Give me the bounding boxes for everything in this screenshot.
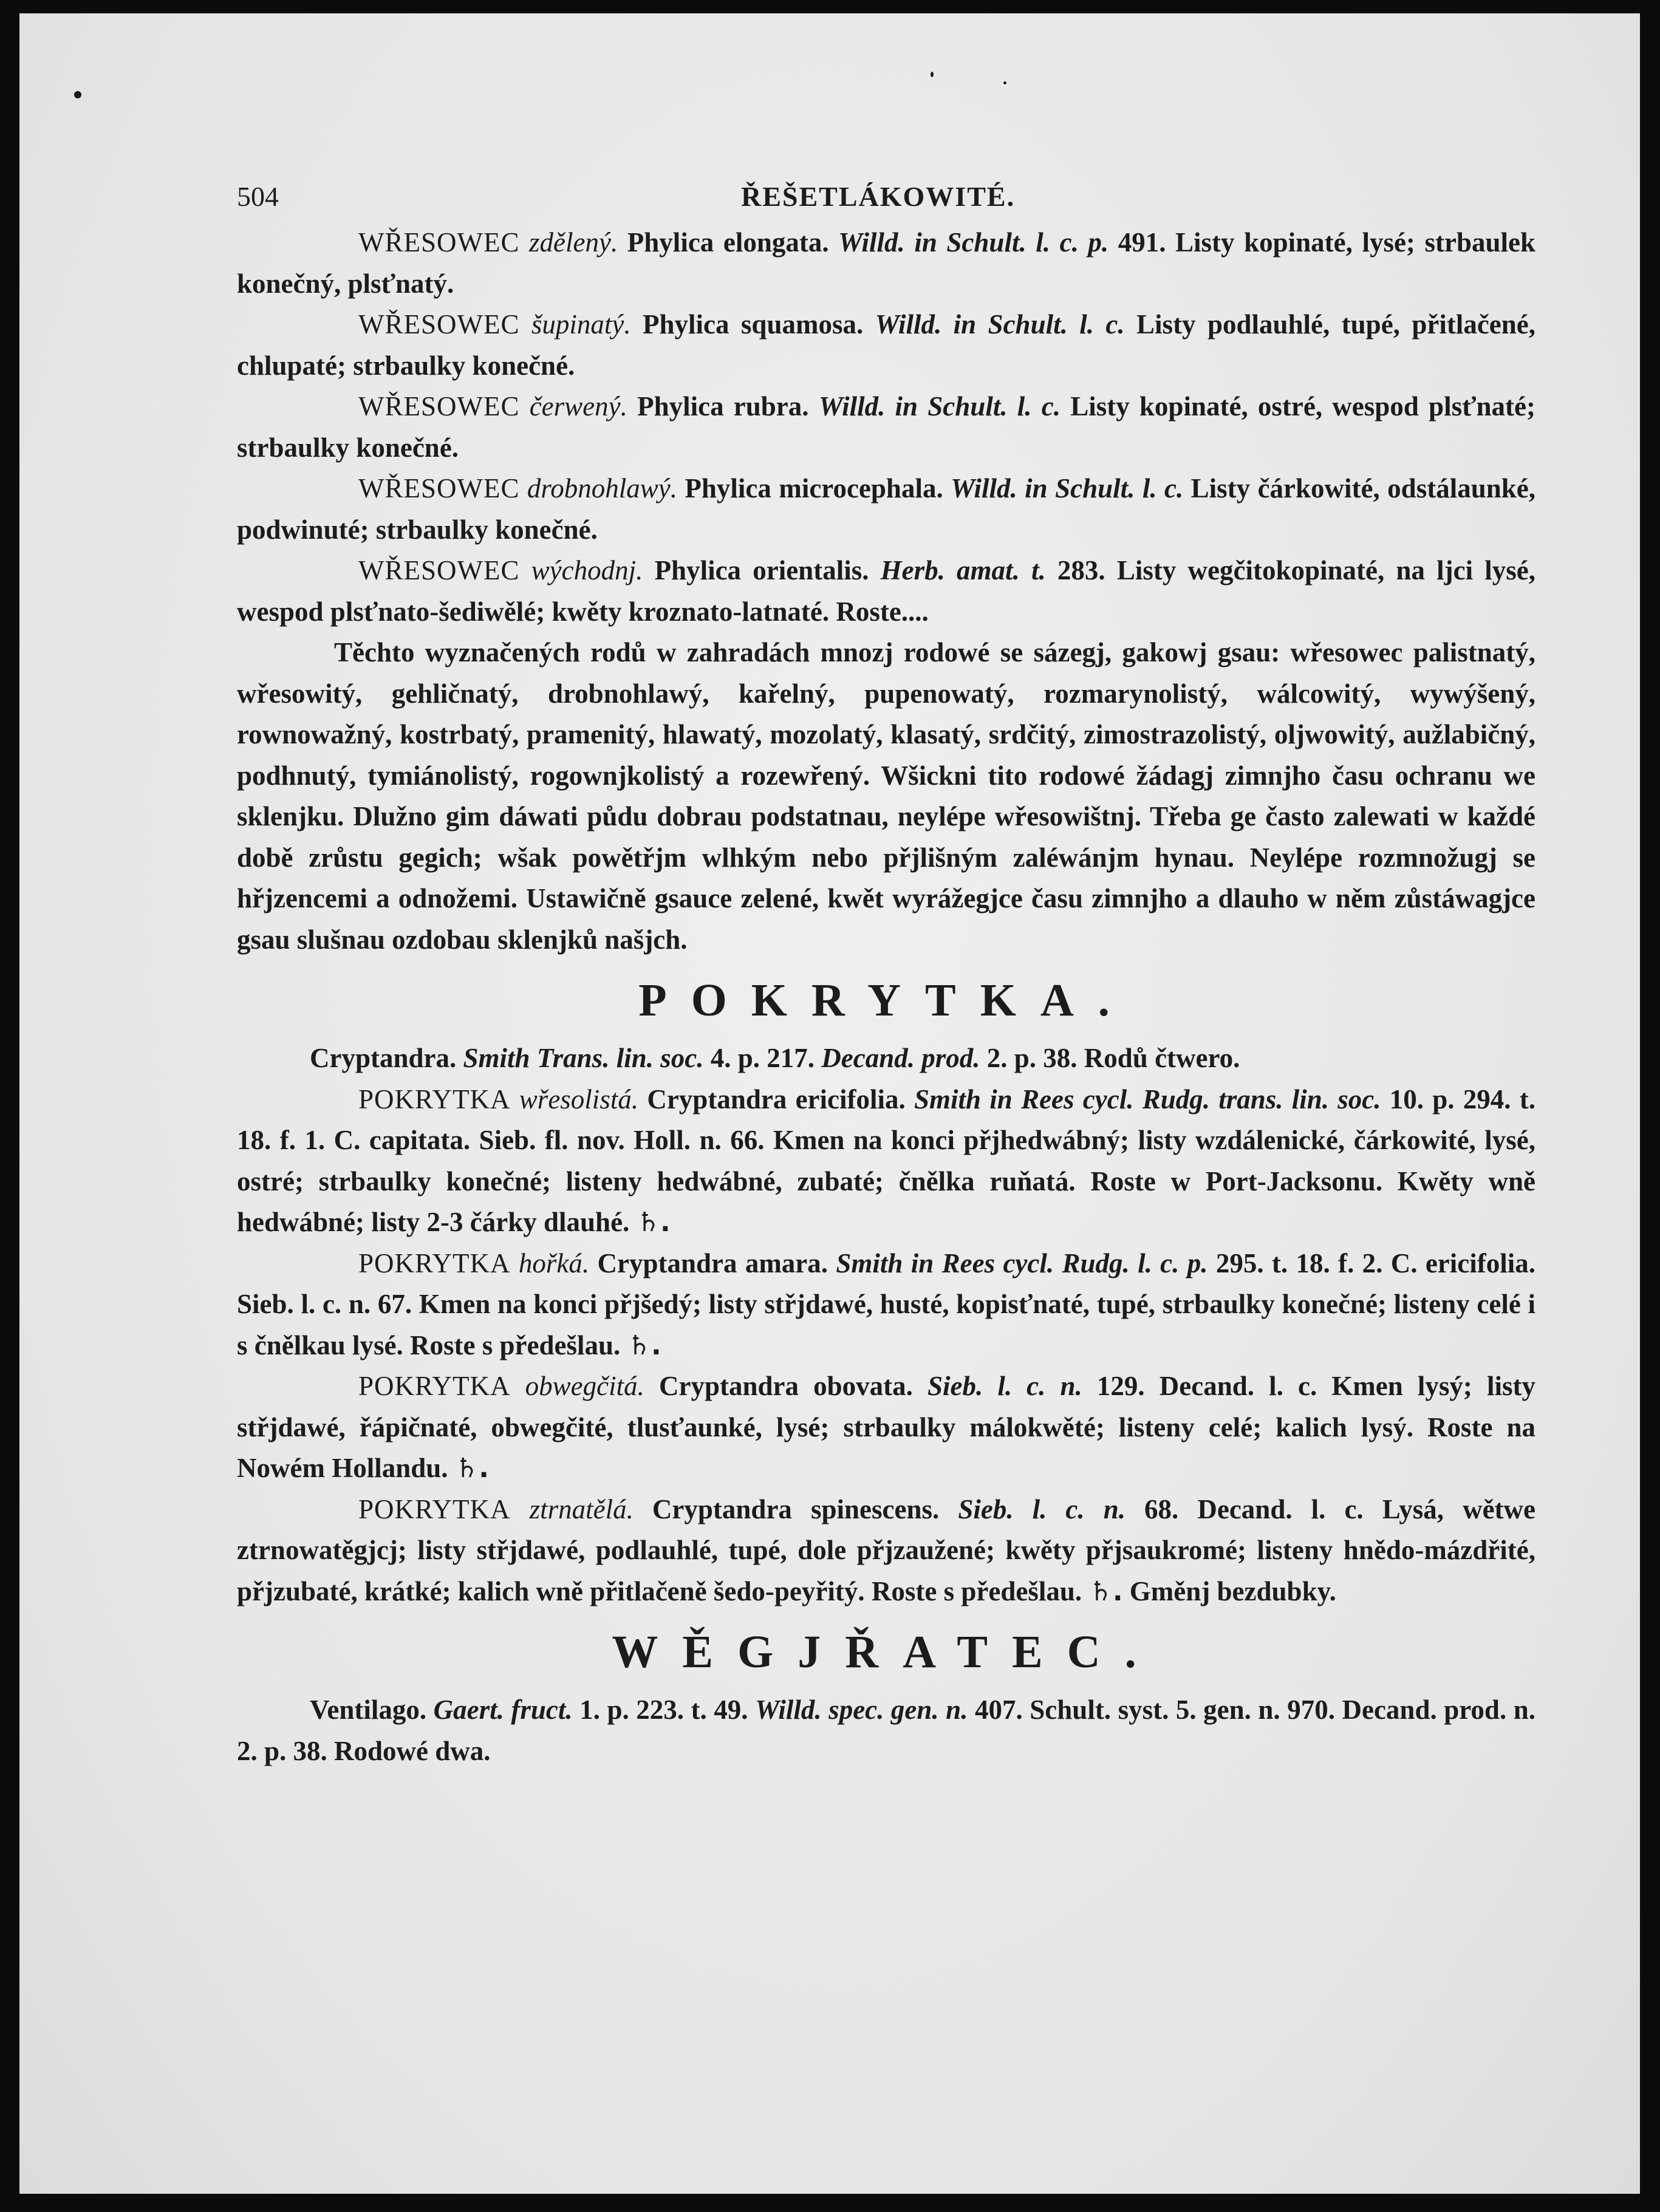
- citation: Willd. in Schult. l. c. p.: [838, 227, 1109, 258]
- latin-genus: Cryptandra.: [310, 1043, 463, 1073]
- genus-name: WŘESOWEC: [358, 227, 520, 258]
- description: Listy kopinaté, ostré, wespod plsťnaté; strbaulky konečné.: [237, 391, 1536, 463]
- ink-speck: [931, 72, 934, 77]
- genus-name: POKRYTKA: [358, 1493, 511, 1524]
- genus-name: WŘESOWEC: [358, 391, 520, 422]
- description-tail: Gměnj bezdubky.: [1122, 1575, 1336, 1606]
- genus-name: POKRYTKA: [358, 1371, 511, 1401]
- entry-phylica-microcephala: [237, 468, 1535, 550]
- citation: Sieb. l. c. n.: [927, 1371, 1082, 1401]
- description: Listy čárkowité, odstálaunké, podwinuté; strbaulky konečné.: [237, 473, 1535, 545]
- running-head: [237, 176, 1535, 220]
- entry-phylica-squamosa: [237, 304, 1535, 386]
- book-page: [19, 13, 1640, 2194]
- section-title-wegjratec: WĚGJŘATEC.: [612, 1627, 1161, 1678]
- page-content: [237, 176, 1535, 1772]
- entry-cryptandra-spinescens: [237, 1489, 1535, 1613]
- citation: Smith in Rees cycl. Rudg. l. c. p.: [836, 1248, 1208, 1278]
- shrub-symbol-icon: ♄.: [627, 1330, 661, 1361]
- latin-name: Phylica microcephala.: [677, 473, 951, 504]
- citation-detail: 1. p. 223. t. 49.: [572, 1695, 756, 1725]
- entry-cryptandra-obovata: [237, 1366, 1535, 1489]
- species-epithet: čerwený.: [529, 391, 627, 422]
- citation: Sieb. l. c. n.: [958, 1493, 1125, 1524]
- description: 407. Schult. syst. 5. gen. n. 970. Decand. prod. n. 2. p. 38. Rodowé dwa.: [237, 1695, 1536, 1766]
- shrub-symbol-icon: ♄.: [454, 1453, 489, 1484]
- genus-name: WŘESOWEC: [358, 309, 520, 340]
- species-epithet: obwegčitá.: [525, 1371, 644, 1401]
- description: 129. Decand. l. c. Kmen lysý; listy střjdawé, řápičnaté, obwegčité, tlusťaunké, lysé; strbaulky málokwěté; listeny celé; kalich lysý. Roste na Nowém Hollandu.: [237, 1371, 1535, 1483]
- description: 2. p. 38. Rodů čtwero.: [980, 1043, 1240, 1073]
- shrub-symbol-icon: ♄.: [636, 1207, 671, 1238]
- running-title: ŘEŠETLÁKOWITÉ.: [741, 181, 1016, 212]
- latin-name: Phylica squamosa.: [630, 309, 875, 340]
- species-epithet: šupinatý.: [531, 309, 631, 340]
- ink-speck: [1003, 81, 1006, 84]
- description: 491. Listy kopinaté, lysé; strbaulek konečný, plsťnatý.: [237, 227, 1536, 299]
- description: 10. p. 294. t. 18. f. 1. C. capitata. Sieb. fl. nov. Holl. n. 66. Kmen na konci přjhedwábný; listy wzdálenické, čárkowité, lysé, ostré; strbaulky konečné; listeny hedwábné, zubaté; čnělka ruňatá. Roste w Port-Jacksonu. Kwěty wně hedwábné; listy 2-3 čárky dlauhé.: [237, 1084, 1536, 1237]
- citation: Decand. prod.: [821, 1043, 980, 1073]
- entry-cryptandra-ericifolia: [237, 1079, 1535, 1243]
- genus-intro-cryptandra: [237, 1038, 1535, 1079]
- paragraph-phylica-cultivation: Těchto wyznačených rodů w zahradách mnozj rodowé se sázegj, gakowj gsau: wřesowec palistnatý, wřesowitý, gehličnatý, drobnohlawý, kařelný, pupenowatý, rozmarynolistý, wálcowitý, wywýšený, rownowažný, kostrbatý, pramenitý, hlawatý, mozolatý, klasatý, srdčitý, zimostrazolistý, oljwowitý, aužlabičný, podhnutý, tymiánolistý, rogownjkolistý a rozewřený. Wšickni tito rodowé žádagj zimnjho času ochranu we sklenjku. Dlužno gim dáwati půdu dobrau podstatnau, neylépe wřesowištnj. Třeba ge často zalewati w každé době zrůstu gegich; wšak powětřjm wlhkým nebo přjlišným zaléwánjm hynau. Neylépe rozmnožugj se hřjzencemi a odnožemi. Ustawičně gsauce zelené, kwět wyrážegjce času zimnjho a dlauho w něm zůstáwagjce gsau slušnau ozdobau sklenjků našjch.: [237, 637, 1535, 955]
- species-epithet: wřesolistá.: [519, 1084, 639, 1115]
- section-title-pokrytka: POKRYTKA.: [638, 975, 1134, 1026]
- ink-speck: [74, 91, 81, 98]
- species-epithet: wýchodnj.: [531, 555, 643, 585]
- genus-intro-ventilago: [237, 1690, 1535, 1772]
- latin-genus: Ventilago.: [310, 1695, 434, 1725]
- description: 68. Decand. l. c. Lysá, wětwe ztrnowatěgjcj; listy střjdawé, podlauhlé, tupé, dole přjzaužené; kwěty přjsaukromé; listeny hnědo-mázdřité, přjzubaté, krátké; kalich wně přitlačeně šedo-peyřitý. Roste s předešlau.: [237, 1493, 1535, 1606]
- description: 283. Listy wegčitokopinaté, na ljci lysé, wespod plsťnato-šediwělé; kwěty kroznato-latnaté. Roste....: [237, 555, 1536, 627]
- species-epithet: ztrnatělá.: [529, 1493, 634, 1524]
- species-epithet: zdělený.: [529, 227, 618, 258]
- page-number: 504: [237, 181, 279, 212]
- latin-name: Cryptandra amara.: [589, 1248, 836, 1278]
- entry-phylica-orientalis: [237, 550, 1535, 632]
- entry-phylica-rubra: [237, 386, 1535, 468]
- entry-cryptandra-amara: [237, 1243, 1535, 1367]
- species-epithet: hořká.: [518, 1248, 590, 1278]
- latin-name: Phylica rubra.: [627, 391, 819, 422]
- shrub-symbol-icon: ♄.: [1088, 1575, 1123, 1607]
- description: 295. t. 18. f. 2. C. ericifolia. Sieb. l. c. n. 67. Kmen na konci přjšedý; listy střjdawé, husté, kopisťnaté, tupé, strbaulky konečné; listeny celé i s čnělkau lysé. Roste s předešlau.: [237, 1248, 1535, 1360]
- latin-name: Phylica elongata.: [618, 227, 839, 258]
- genus-name: WŘESOWEC: [358, 473, 520, 504]
- citation: Smith Trans. lin. soc.: [463, 1043, 704, 1073]
- genus-name: POKRYTKA: [358, 1084, 511, 1115]
- citation: Willd. spec. gen. n.: [755, 1695, 968, 1725]
- genus-name: POKRYTKA: [358, 1248, 511, 1278]
- citation: Smith in Rees cycl. Rudg. trans. lin. soc.: [914, 1084, 1381, 1115]
- citation: Willd. in Schult. l. c.: [875, 309, 1125, 340]
- citation: Willd. in Schult. l. c.: [818, 391, 1061, 422]
- description: Listy podlauhlé, tupé, přitlačené, chlupaté; strbaulky konečné.: [237, 309, 1536, 381]
- latin-name: Phylica orientalis.: [643, 555, 881, 585]
- genus-name: WŘESOWEC: [358, 555, 520, 585]
- citation: Gaert. fruct.: [433, 1695, 573, 1725]
- entry-phylica-elongata: [237, 222, 1535, 304]
- citation: Willd. in Schult. l. c.: [951, 473, 1184, 504]
- latin-name: Cryptandra ericifolia.: [638, 1084, 914, 1115]
- latin-name: Cryptandra obovata.: [644, 1371, 927, 1401]
- latin-name: Cryptandra spinescens.: [633, 1493, 958, 1524]
- citation-detail: 4. p. 217.: [703, 1043, 822, 1073]
- citation: Herb. amat. t.: [880, 555, 1046, 585]
- species-epithet: drobnohlawý.: [527, 473, 677, 504]
